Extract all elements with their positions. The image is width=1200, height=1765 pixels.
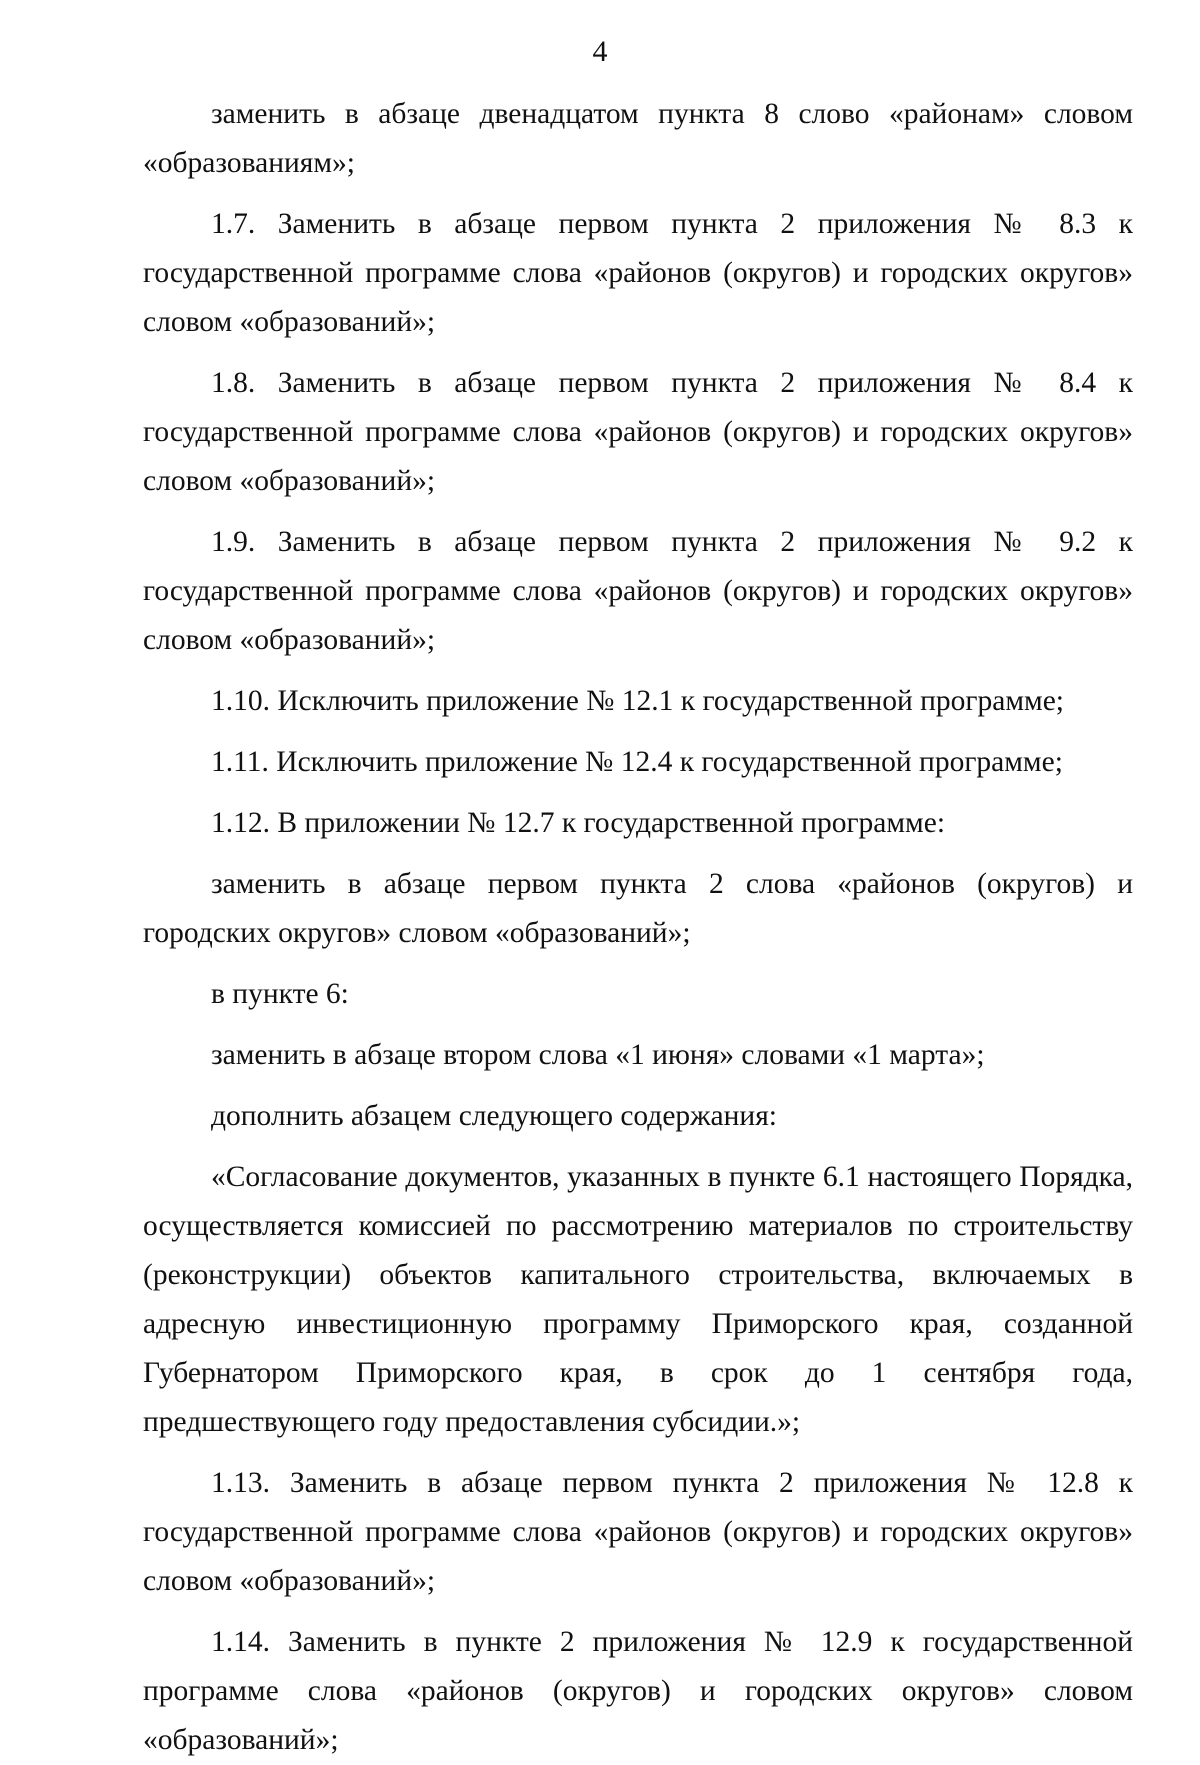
paragraph-1-9: 1.9. Заменить в абзаце первом пункта 2 приложения № 9.2 к государственной программе слова «районов (округов) и городских округов» словом «образований»;	[143, 526, 1133, 656]
paragraph-1-13: 1.13. Заменить в абзаце первом пункта 2 приложения № 12.8 к государственной программе слова «районов (округов) и городских округов» словом «образований»;	[143, 1467, 1133, 1597]
paragraph-1-10: 1.10. Исключить приложение № 12.1 к государственной программе;	[211, 685, 1064, 717]
paragraph-1-8: 1.8. Заменить в абзаце первом пункта 2 приложения № 8.4 к государственной программе слова «районов (округов) и городских округов» словом «образований»;	[143, 367, 1133, 497]
paragraph-1-7: 1.7. Заменить в абзаце первом пункта 2 приложения № 8.3 к государственной программе слова «районов (округов) и городских округов» словом «образований»;	[143, 208, 1133, 338]
paragraph-1: заменить в абзаце двенадцатом пункта 8 слово «районам» словом «образованиям»;	[143, 98, 1133, 179]
paragraph-1-14: 1.14. Заменить в пункте 2 приложения № 12.9 к государственной программе слова «районов (округов) и городских округов» словом «образований»;	[143, 1626, 1133, 1756]
paragraph-1-12: 1.12. В приложении № 12.7 к государственной программе:	[211, 807, 946, 839]
paragraph-1-12-replace: заменить в абзаце первом пункта 2 слова «районов (округов) и городских округов» словом «образований»;	[143, 868, 1133, 949]
paragraph-point-6-add: дополнить абзацем следующего содержания:	[211, 1100, 777, 1132]
paragraph-quoted-text: «Согласование документов, указанных в пункте 6.1 настоящего Порядка, осуществляется комиссией по рассмотрению материалов по строительству (реконструкции) объектов капитального строительства, включаемых в адресную инвестиционную программу Приморского края, созданной Губернатором Приморского края, в срок до 1 сентября года, предшествующего году предоставления субсидии.»;	[143, 1161, 1133, 1438]
document-body	[143, 90, 1133, 1765]
page-number: 4	[592, 35, 608, 68]
paragraph-point-6-replace: заменить в абзаце втором слова «1 июня» словами «1 марта»;	[211, 1039, 985, 1071]
paragraph-point-6: в пункте 6:	[211, 978, 349, 1010]
paragraph-1-11: 1.11. Исключить приложение № 12.4 к государственной программе;	[211, 746, 1063, 778]
